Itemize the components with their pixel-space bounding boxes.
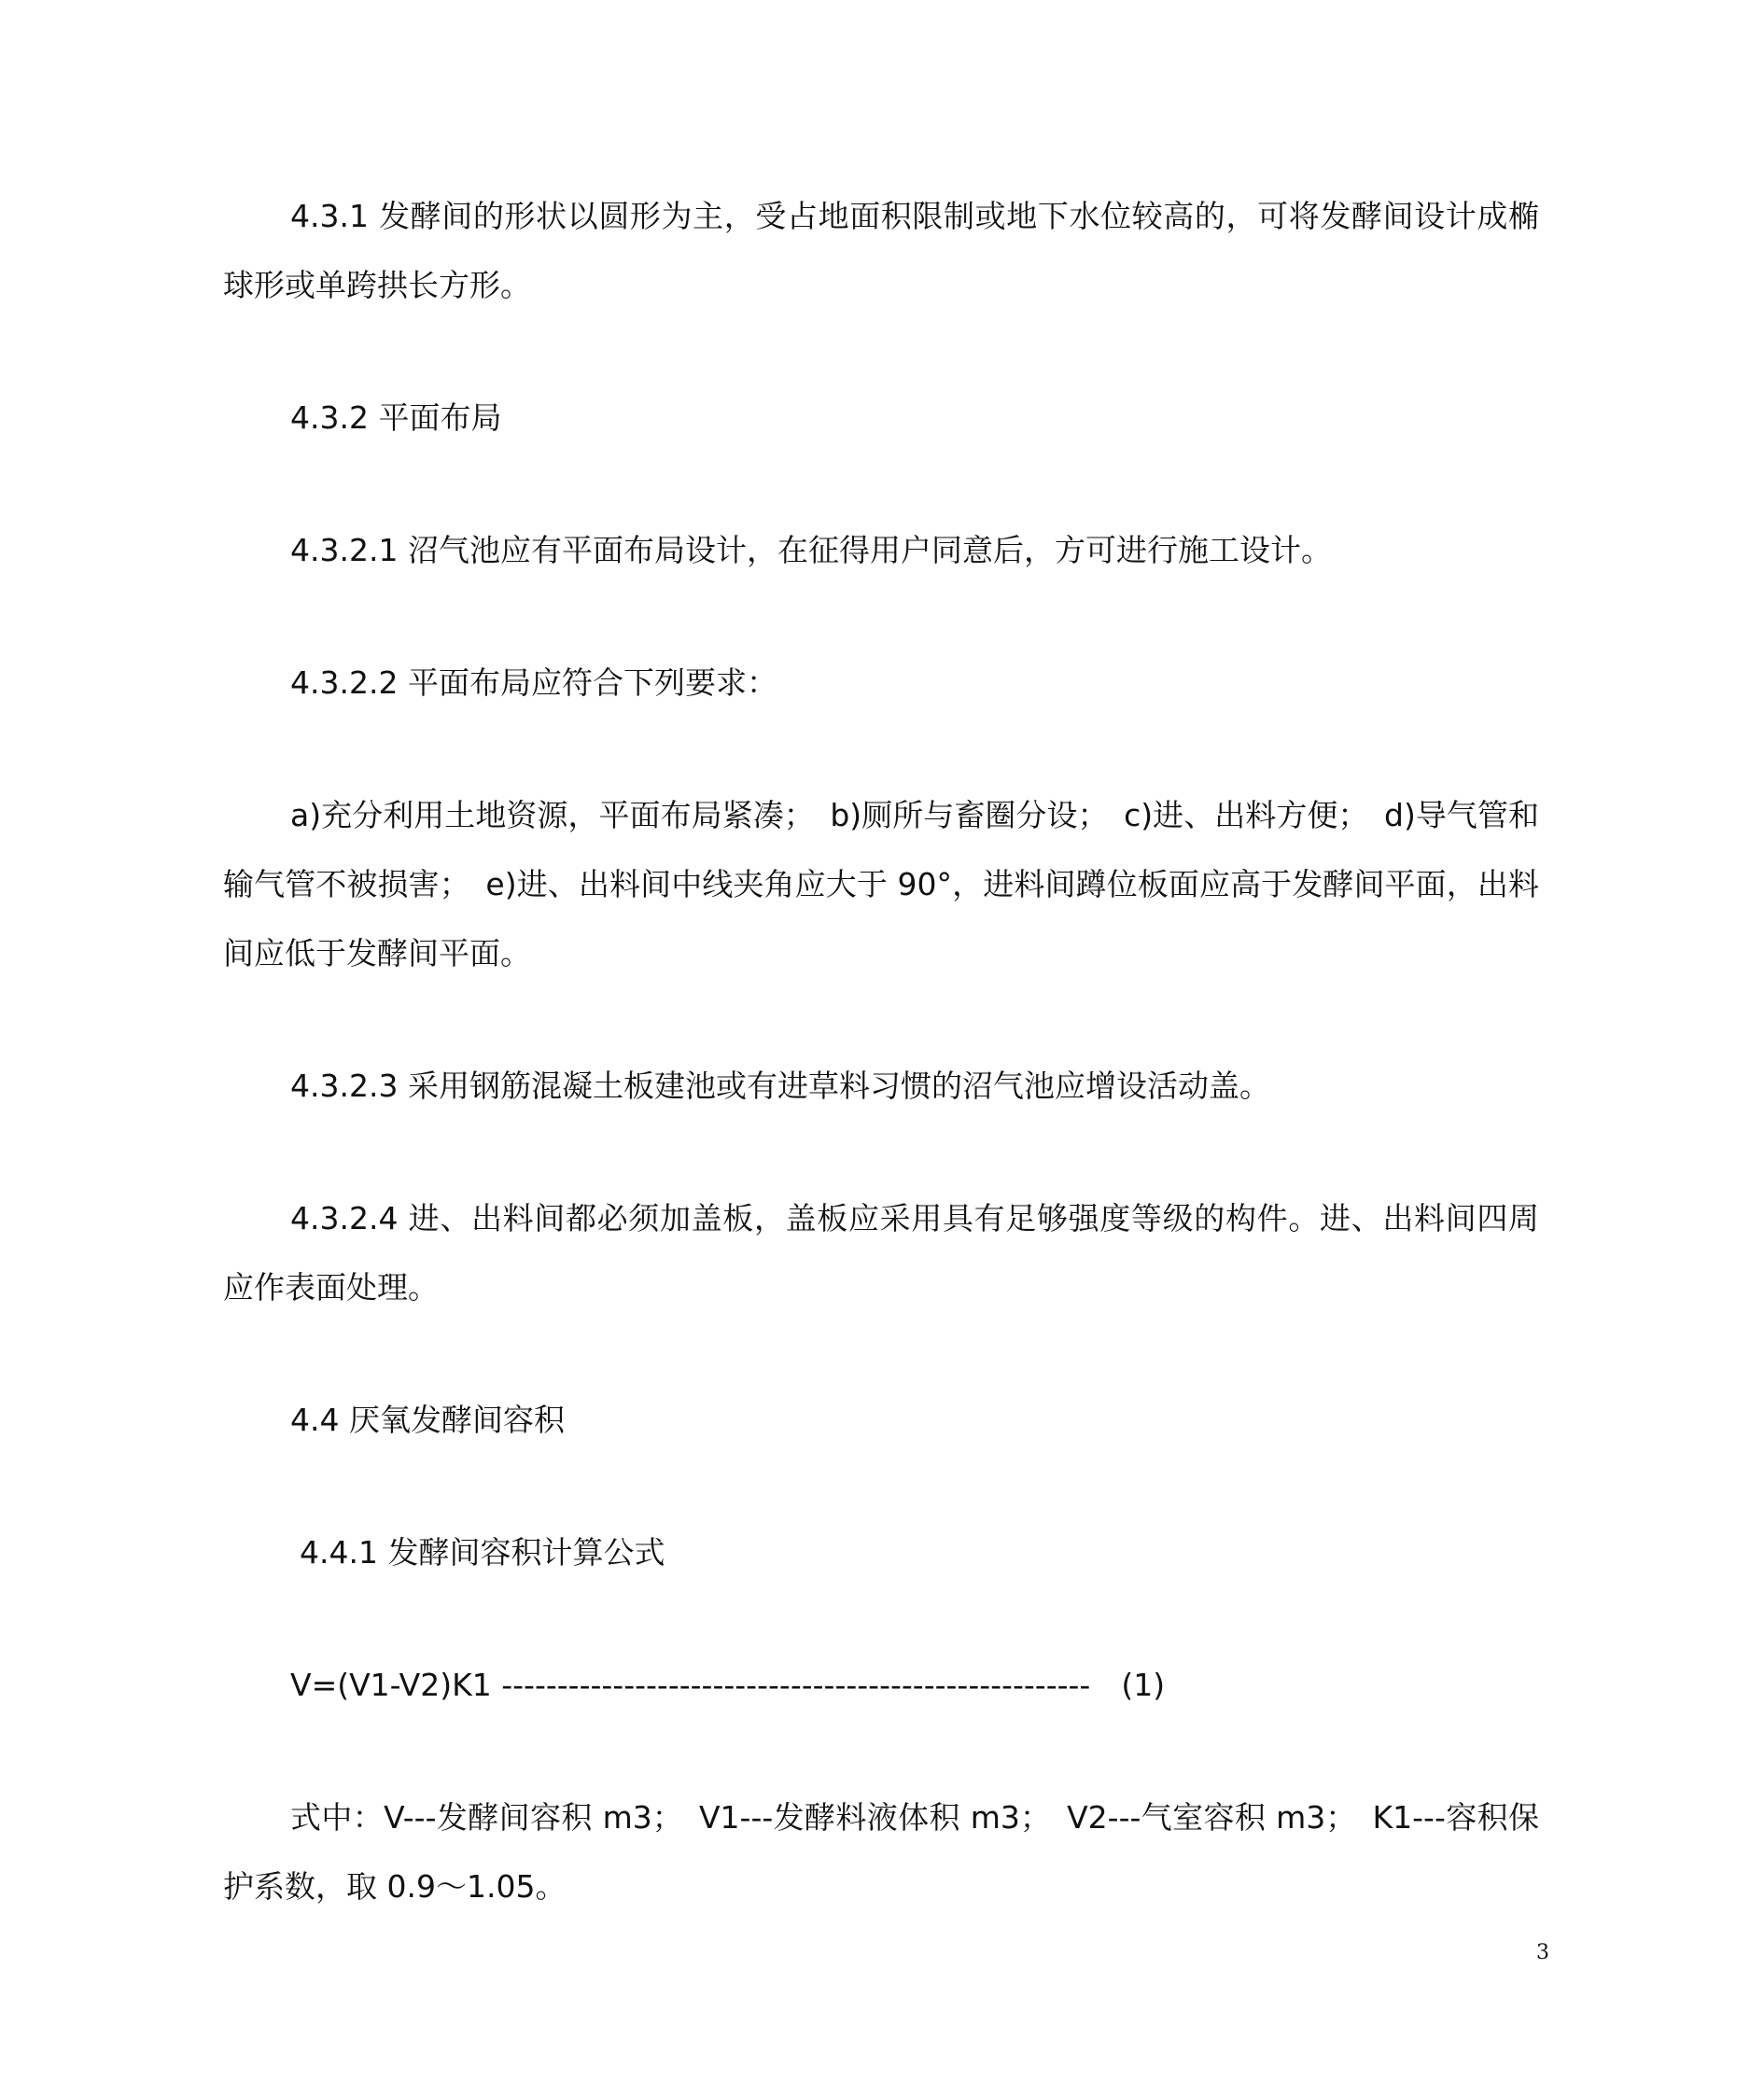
formula-explanation: 式中：V---发酵间容积 m3； V1---发酵料液体积 m3； V2---气室容积 m3； K1---容积保护系数，取 0.9～1.05。 bbox=[223, 1799, 1539, 1905]
document-body bbox=[223, 182, 1539, 1921]
paragraph-requirements-list: a)充分利用土地资源，平面布局紧凑； b)厕所与畜圈分设； c)进、出料方便； d)导气管和输气管不被损害； e)进、出料间中线夹角应大于 90°，进料间蹲位板面应高于发酵间平面，出料间应低于发酵间平面。 bbox=[223, 797, 1539, 971]
formula-line: V=(V1-V2)K1 ----------------------------------------------------- (1) bbox=[290, 1667, 1166, 1703]
paragraph-4-3-2-1: 4.3.2.1 沼气池应有平面布局设计，在征得用户同意后，方可进行施工设计。 bbox=[290, 532, 1332, 568]
heading-4-3-2: 4.3.2 平面布局 bbox=[290, 399, 502, 436]
paragraph-4-3-1: 4.3.1 发酵间的形状以圆形为主，受占地面积限制或地下水位较高的，可将发酵间设计成椭球形或单跨拱长方形。 bbox=[223, 198, 1539, 303]
paragraph-4-3-2-3: 4.3.2.3 采用钢筋混凝土板建池或有进草料习惯的沼气池应增设活动盖。 bbox=[290, 1068, 1270, 1104]
paragraph-4-3-2-2: 4.3.2.2 平面布局应符合下列要求： bbox=[290, 664, 777, 701]
heading-4-4: 4.4 厌氧发酵间容积 bbox=[290, 1402, 565, 1438]
heading-4-4-1: 4.4.1 发酵间容积计算公式 bbox=[300, 1534, 665, 1571]
paragraph-4-3-2-4: 4.3.2.4 进、出料间都必须加盖板，盖板应采用具有足够强度等级的构件。进、出料间四周应作表面处理。 bbox=[223, 1200, 1539, 1306]
page-number: 3 bbox=[1536, 1941, 1549, 1964]
